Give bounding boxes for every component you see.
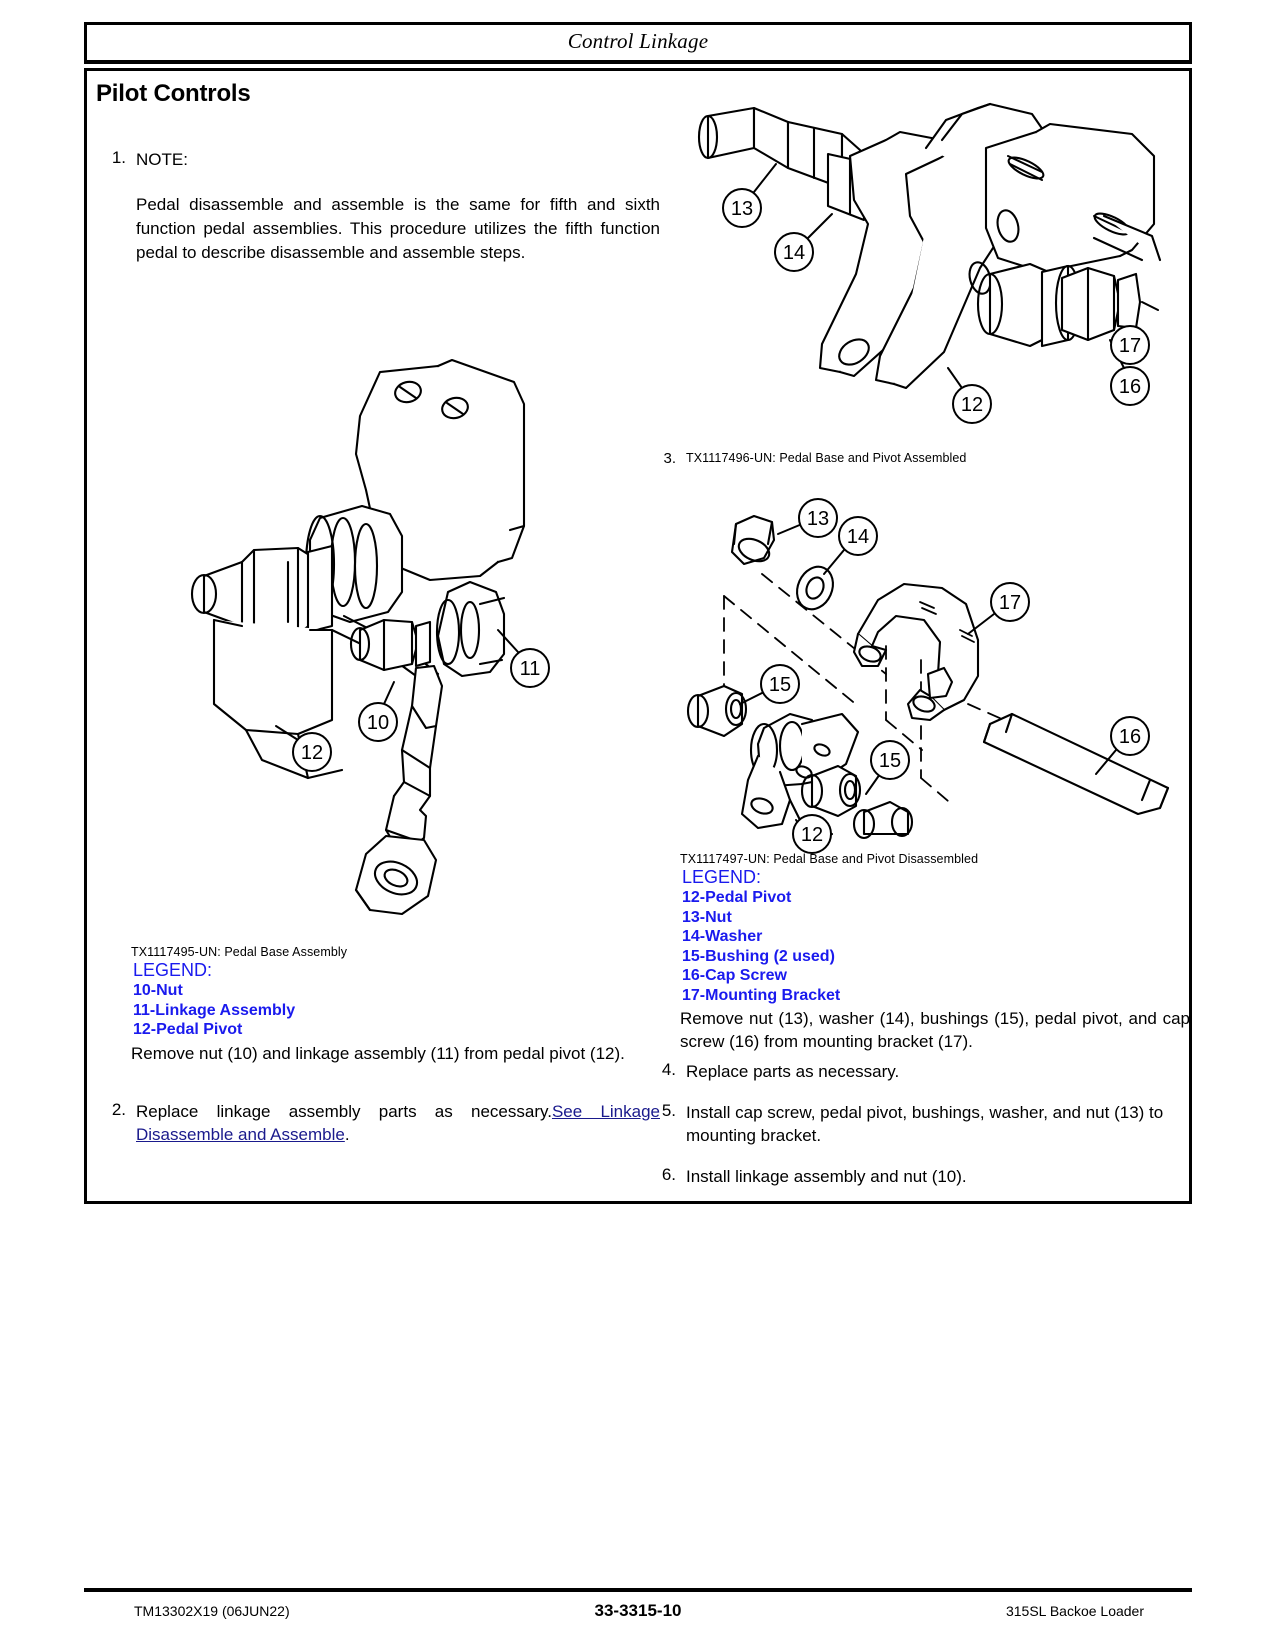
page-title: Pilot Controls	[96, 80, 251, 107]
figure-top-caption: TX1117496-UN: Pedal Base and Pivot Assembled	[686, 451, 967, 465]
callout-13-label: 13	[730, 198, 754, 220]
step-3-number: 3.	[663, 450, 676, 467]
figure2-body-text: Remove nut (13), washer (14), bushings (15), pedal pivot, and cap screw (16) from mounting bracket (17).	[680, 1009, 1190, 1052]
note-label: NOTE:	[136, 150, 188, 169]
step-4-number: 4.	[661, 1060, 676, 1079]
footer-rule	[84, 1588, 1192, 1592]
figure2-caption-legend	[680, 852, 1190, 1053]
note-paragraph: Pedal disassemble and assemble is the same for fifth and sixth function pedal assemblies. This procedure utilizes the fifth function pedal to describe disassemble and assemble steps.	[136, 195, 660, 262]
legend-item: 10-Nut	[133, 982, 183, 999]
figure-pedal-base-pivot-assembled	[690, 96, 1160, 426]
step-6-number: 6.	[661, 1165, 676, 1185]
step-6	[650, 1165, 1202, 1188]
callout-17-label: 17	[998, 592, 1022, 614]
callout-16-label: 16	[1118, 376, 1142, 398]
header-rule	[84, 60, 1192, 64]
leader-10	[384, 682, 394, 704]
figure-top-caption-row	[650, 448, 1202, 467]
callout-17-label: 17	[1118, 335, 1142, 357]
left-column	[100, 148, 660, 273]
figure2-legend-heading: LEGEND:	[682, 867, 762, 887]
page-header-title: Control Linkage	[567, 29, 709, 53]
legend-item: 11-Linkage Assembly	[133, 1001, 296, 1019]
step-2-trailing: .	[344, 1125, 350, 1145]
callout-15a-label: 15	[768, 674, 792, 696]
callout-14-label: 14	[846, 526, 870, 548]
step-1-number: 1.	[111, 148, 126, 167]
legend-item: 12-Pedal Pivot	[133, 1021, 243, 1039]
axis-dash-diag-3	[921, 778, 954, 806]
link-linkage-disassemble-assemble[interactable]: See Linkage Disassemble and Assemble	[136, 1102, 660, 1145]
callout-17-top-figure	[1100, 315, 1160, 375]
leader-14	[824, 550, 844, 574]
leader-15b	[866, 774, 880, 794]
figure2-caption: TX1117497-UN: Pedal Base and Pivot Disassembled	[680, 852, 979, 866]
legend-item: 13-Nut	[682, 908, 732, 926]
callout-13-label: 13	[806, 508, 830, 530]
figure-pedal-base-pivot-disassembled	[672, 488, 1170, 846]
callout-11-label: 11	[519, 658, 541, 680]
figure1-caption: TX1117495-UN: Pedal Base Assembly	[131, 945, 348, 959]
step-1-body	[136, 148, 660, 265]
callout-12-label: 12	[300, 742, 324, 764]
step-5-text: Install cap screw, pedal pivot, bushings, washer, and nut (13) to mounting bracket.	[686, 1103, 1164, 1146]
step-5-number: 5.	[661, 1101, 676, 1121]
page-header-band	[84, 22, 1192, 60]
step-2-body	[136, 1100, 660, 1146]
leader-17	[1142, 302, 1158, 310]
step-5	[650, 1101, 1202, 1147]
legend-item: 12-Pedal Pivot	[682, 889, 792, 906]
leader-13	[778, 524, 802, 534]
legend-item: 16-Cap Screw	[682, 967, 787, 985]
callout-12-label: 12	[800, 824, 824, 846]
callout-16-label: 16	[1118, 726, 1142, 748]
figure-pedal-base-assembly	[180, 330, 600, 930]
callout-14-label: 14	[782, 242, 806, 264]
legend-item: 15-Bushing (2 used)	[682, 947, 835, 965]
step-1	[100, 148, 660, 265]
callout-10-label: 10	[366, 712, 390, 734]
figure1-legend-heading: LEGEND:	[133, 960, 213, 980]
step-6-text: Install linkage assembly and nut (10).	[686, 1167, 967, 1187]
step-2-text: Replace linkage assembly parts as necessary.	[136, 1102, 552, 1121]
figure1-caption-legend	[131, 945, 669, 1065]
callout-15b-label: 15	[878, 750, 902, 772]
footer-manual-id: TM13302X19 (06JUN22)	[134, 1603, 290, 1619]
figure2-legend	[682, 867, 1190, 1005]
step-4	[650, 1060, 1202, 1083]
leader-13	[754, 164, 776, 192]
footer-model: 315SL Backoe Loader	[1005, 1603, 1144, 1619]
step-4-text: Replace parts as necessary.	[686, 1062, 900, 1081]
callout-12-label: 12	[960, 394, 984, 416]
footer-page-number: 33-3315-10	[594, 1601, 682, 1620]
figure1-body-text: Remove nut (10) and linkage assembly (11) from pedal pivot (12).	[131, 1043, 625, 1063]
figure1-legend	[133, 960, 669, 1040]
legend-item: 17-Mounting Bracket	[682, 986, 841, 1004]
step-2	[100, 1100, 660, 1154]
page-footer	[84, 1600, 1192, 1630]
step-2-number: 2.	[111, 1100, 126, 1119]
right-steps	[650, 1060, 1202, 1196]
leader-12	[948, 368, 962, 388]
legend-item: 14-Washer	[682, 928, 763, 946]
leader-14	[808, 214, 832, 238]
